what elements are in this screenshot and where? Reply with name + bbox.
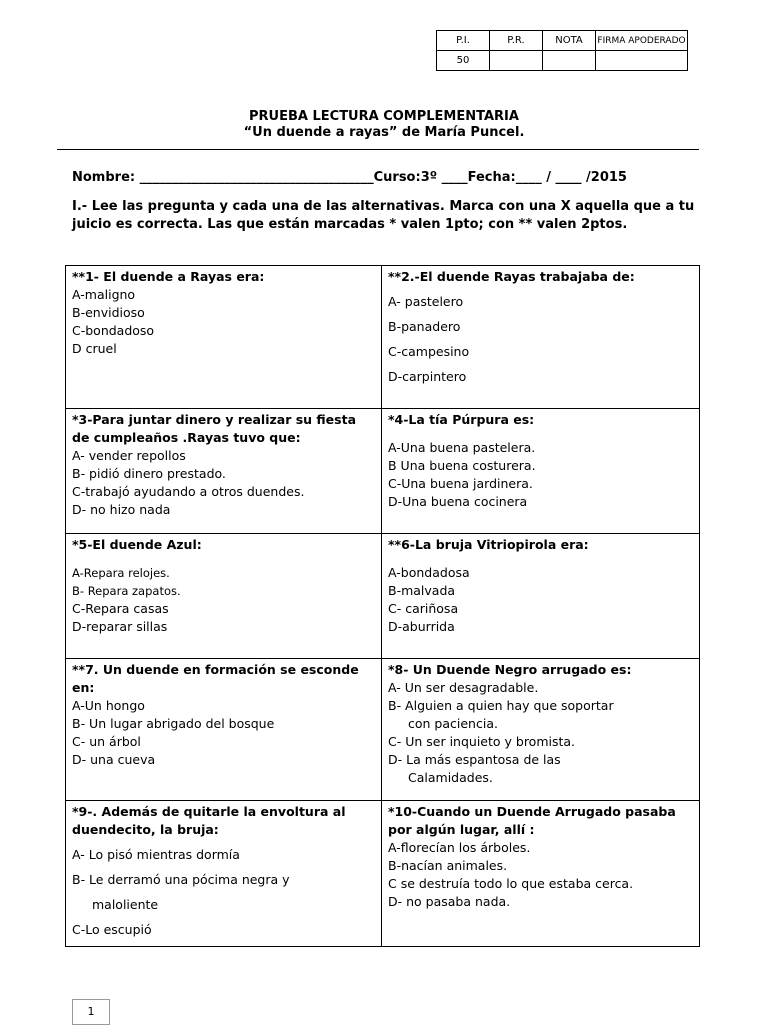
option[interactable]: C-Repara casas [72, 601, 169, 616]
option[interactable]: C se destruía todo lo que estaba cerca. [388, 876, 634, 891]
option[interactable]: A-maligno [72, 287, 136, 302]
option[interactable]: A-bondadosa [388, 565, 470, 580]
header-firma: FIRMA APODERADO [596, 31, 688, 51]
student-form-line: Nombre: ____________________________________Curso:3º ____Fecha:____ / ____ /2015 [72, 170, 627, 185]
option[interactable]: A- Lo pisó mientras dormía [72, 847, 240, 862]
option[interactable]: B-malvada [388, 583, 456, 598]
instructions: I.- Lee las pregunta y cada una de las alternativas. Marca con una X aquella que a tu juicio es correcta. Las que están marcadas * valen 1pto; con ** valen 2ptos. [72, 199, 695, 232]
option[interactable]: B- Alguien a quien hay que soportar [388, 698, 614, 713]
option[interactable]: D- no hizo nada [72, 502, 171, 517]
header-nota: NOTA [543, 31, 596, 51]
question-text: **1- El duende a Rayas era: [72, 269, 265, 284]
page-subtitle: “Un duende a rayas” de María Puncel. [243, 125, 525, 140]
question-cell [66, 266, 382, 409]
option[interactable]: C- Un ser inquieto y bromista. [388, 734, 576, 749]
question-cell [66, 409, 382, 534]
question-text: *9-. Además de quitarle la envoltura al duendecito, la bruja: [72, 804, 346, 837]
option-continuation: con paciencia. [408, 716, 498, 731]
option[interactable]: A-Repara relojes. [72, 566, 170, 580]
option[interactable]: B- Un lugar abrigado del bosque [72, 716, 275, 731]
option[interactable]: A-Un hongo [72, 698, 145, 713]
score-pi: 50 [437, 51, 490, 71]
option[interactable]: D- La más espantosa de las [388, 752, 561, 767]
question-cell [382, 534, 700, 659]
option[interactable]: D-Una buena cocinera [388, 494, 528, 509]
option[interactable]: D-carpintero [388, 369, 467, 384]
question-text: **7. Un duende en formación se esconde en: [72, 662, 359, 695]
option[interactable]: C-bondadoso [72, 323, 155, 338]
option[interactable]: B-panadero [388, 319, 461, 334]
option[interactable]: A- pastelero [388, 294, 464, 309]
option-continuation: Calamidades. [408, 770, 493, 785]
question-text: *10-Cuando un Duende Arrugado pasaba por algún lugar, allí : [388, 804, 676, 837]
question-text: *5-El duende Azul: [72, 537, 202, 552]
question-text: **2.-El duende Rayas trabajaba de: [388, 269, 635, 284]
question-text: *4-La tía Púrpura es: [388, 412, 535, 427]
divider [57, 149, 699, 150]
question-cell [66, 534, 382, 659]
option[interactable]: C- cariñosa [388, 601, 459, 616]
option[interactable]: D-reparar sillas [72, 619, 168, 634]
option[interactable]: B- Repara zapatos. [72, 584, 181, 598]
question-cell [382, 659, 700, 801]
option[interactable]: B Una buena costurera. [388, 458, 536, 473]
question-text: **6-La bruja Vitriopirola era: [388, 537, 589, 552]
option[interactable]: C-Una buena jardinera. [388, 476, 533, 491]
option[interactable]: D-aburrida [388, 619, 455, 634]
header-pr: P.R. [490, 31, 543, 51]
question-cell [382, 801, 700, 947]
score-table [436, 30, 688, 71]
question-cell [66, 659, 382, 801]
header-pi: P.I. [437, 31, 490, 51]
option[interactable]: A- vender repollos [72, 448, 186, 463]
option[interactable]: C-trabajó ayudando a otros duendes. [72, 484, 305, 499]
question-cell [382, 266, 700, 409]
score-pr [490, 51, 543, 71]
option[interactable]: B-nacían animales. [388, 858, 508, 873]
score-firma [596, 51, 688, 71]
option[interactable]: D- no pasaba nada. [388, 894, 511, 909]
option[interactable]: C- un árbol [72, 734, 141, 749]
option[interactable]: B-envidioso [72, 305, 145, 320]
question-text: *8- Un Duende Negro arrugado es: [388, 662, 632, 677]
question-cell [66, 801, 382, 947]
question-cell [382, 409, 700, 534]
option[interactable]: A- Un ser desagradable. [388, 680, 539, 695]
option[interactable]: B- Le derramó una pócima negra y [72, 872, 290, 887]
question-text: *3-Para juntar dinero y realizar su fiesta de cumpleaños .Rayas tuvo que: [72, 412, 357, 445]
option[interactable]: C-Lo escupió [72, 922, 152, 937]
option[interactable]: A-Una buena pastelera. [388, 440, 536, 455]
option[interactable]: B- pidió dinero prestado. [72, 466, 226, 481]
option[interactable]: D cruel [72, 341, 117, 356]
option[interactable]: D- una cueva [72, 752, 156, 767]
option-continuation: maloliente [92, 897, 159, 912]
page-title: PRUEBA LECTURA COMPLEMENTARIA [249, 109, 519, 124]
option[interactable]: C-campesino [388, 344, 470, 359]
questions-table [65, 265, 700, 947]
option[interactable]: A-florecían los árboles. [388, 840, 531, 855]
page-number: 1 [72, 999, 110, 1025]
score-nota [543, 51, 596, 71]
